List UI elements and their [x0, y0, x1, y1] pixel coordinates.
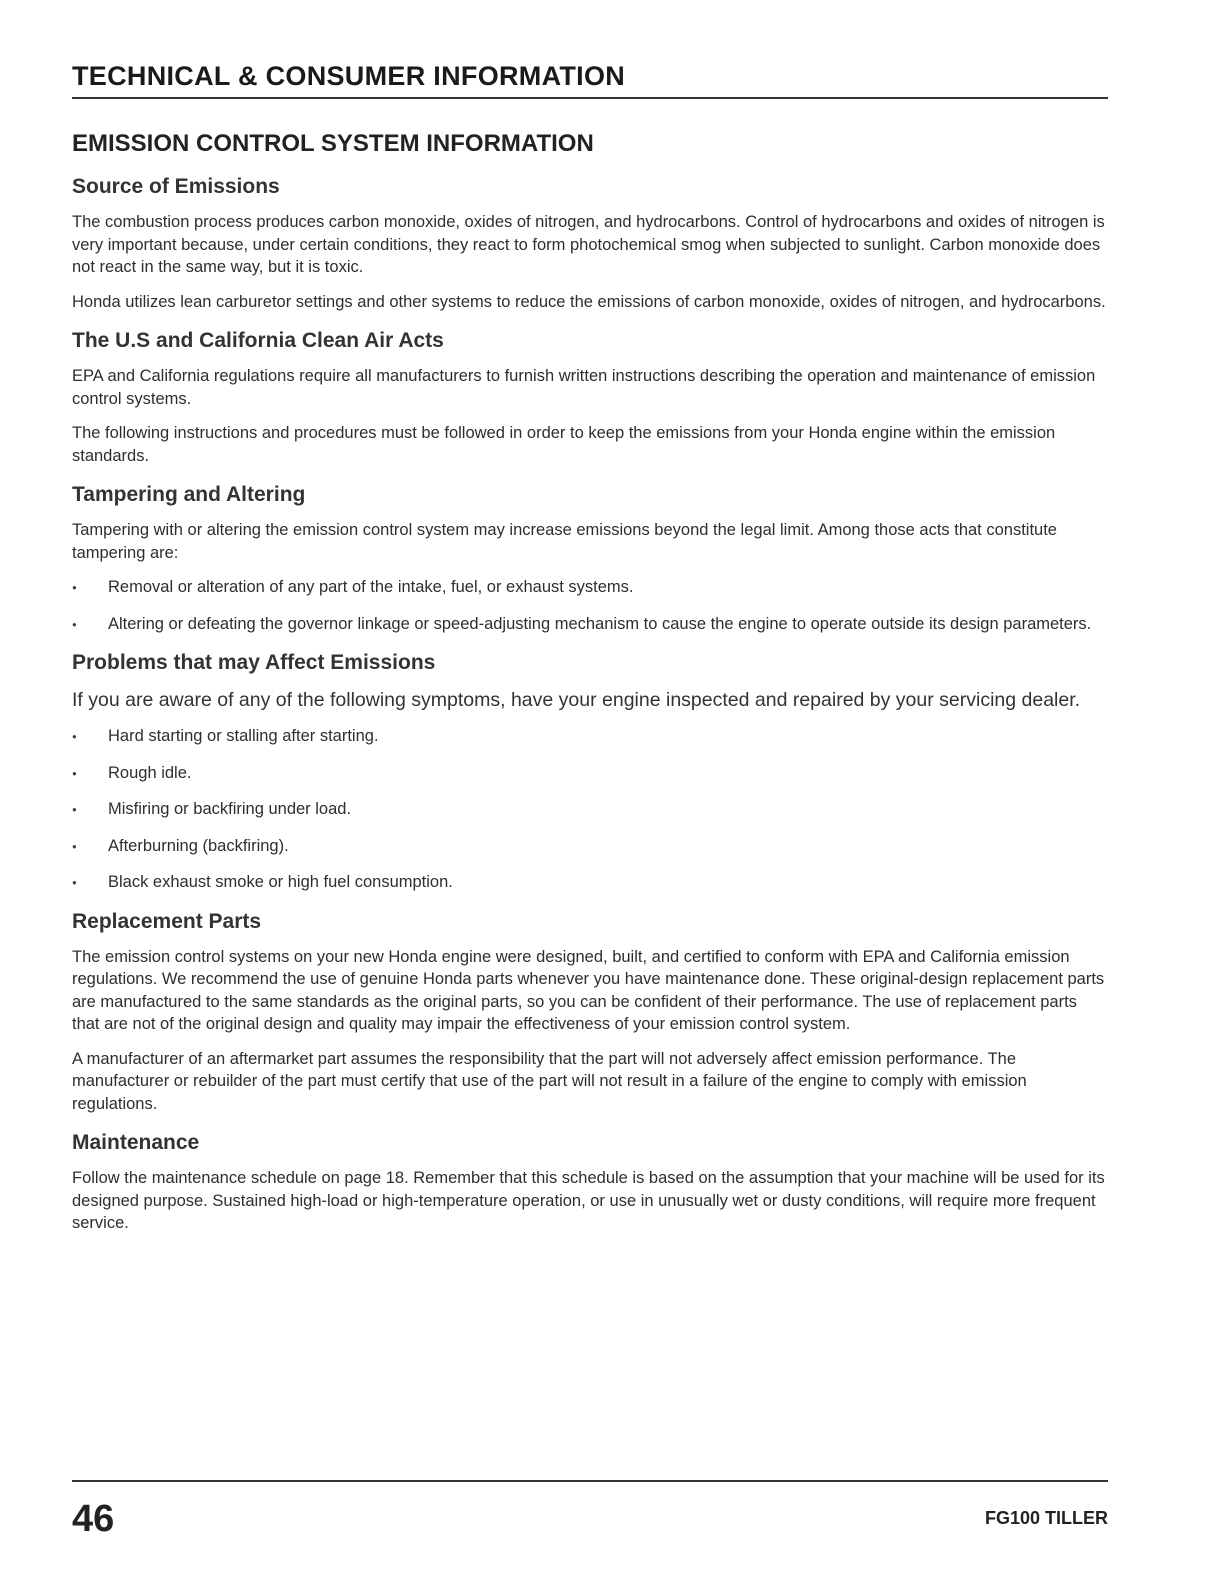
paragraph: The following instructions and procedures must be followed in order to keep the emissions from your Honda engine within the emission standards. — [72, 424, 1056, 465]
tampering-list — [72, 576, 1108, 635]
clean-air-acts-section — [72, 327, 1108, 467]
tampering-heading: Tampering and Altering — [72, 483, 306, 506]
paragraph: EPA and California regulations require all manufacturers to furnish written instructions describing the operation and maintenance of emission control systems. — [72, 367, 1096, 408]
symptoms-list — [72, 725, 1108, 894]
paragraph: Tampering with or altering the emission control system may increase emissions beyond the legal limit. Among those acts that constitute tampering are: — [72, 521, 1057, 562]
paragraph: A manufacturer of an aftermarket part assumes the responsibility that the part will not adversely affect emission performance. The manufacturer or rebuilder of the part must certify that use of the part will not result in a failure of the engine to comply with emission regulations. — [72, 1049, 1027, 1113]
tampering-section — [72, 481, 1108, 635]
list-item: ● Misfiring or backfiring under load. — [72, 798, 1108, 821]
maintenance-section — [72, 1129, 1108, 1235]
page-content — [72, 58, 1108, 1249]
paragraph: Follow the maintenance schedule on page 18. Remember that this schedule is based on the assumption that your machine will be used for its designed purpose. Sustained high-load or high-temperature operation, or use in unusually wet or dusty conditions, will require more frequent service. — [72, 1169, 1105, 1232]
list-item: ● Rough idle. — [72, 762, 1108, 785]
section-title: EMISSION CONTROL SYSTEM INFORMATION — [72, 130, 594, 157]
paragraph: Honda utilizes lean carburetor settings and other systems to reduce the emissions of carbon monoxide, oxides of nitrogen, and hydrocarbons. — [72, 292, 1106, 311]
source-of-emissions-section — [72, 173, 1108, 313]
problems-heading: Problems that may Affect Emissions — [72, 651, 436, 674]
list-item: ● Afterburning (backfiring). — [72, 835, 1108, 858]
list-item: ● Altering or defeating the governor linkage or speed-adjusting mechanism to cause the engine to operate outside its design parameters. — [72, 613, 1108, 636]
replacement-parts-heading: Replacement Parts — [72, 909, 262, 933]
replacement-parts-section — [72, 908, 1108, 1116]
list-item: ● Black exhaust smoke or high fuel consumption. — [72, 871, 1108, 894]
clean-air-acts-heading: The U.S and California Clean Air Acts — [72, 329, 444, 352]
list-item: ● Removal or alteration of any part of the intake, fuel, or exhaust systems. — [72, 576, 1108, 599]
page-footer — [72, 1480, 1108, 1540]
page-title: TECHNICAL & CONSUMER INFORMATION — [72, 58, 1108, 99]
paragraph: The emission control systems on your new Honda engine were designed, built, and certified to conform with EPA and California emission regulations. We recommend the use of genuine Honda parts whenever you have maintenance done. These original-design replacement parts are manufactured to the same standards as the original parts, so you can be confident of their performance. The use of replacement parts that are not of the original design and quality may impair the effectiveness of your emission control system. — [72, 947, 1105, 1033]
source-of-emissions-heading: Source of Emissions — [72, 175, 280, 198]
paragraph: The combustion process produces carbon monoxide, oxides of nitrogen, and hydrocarbons. Control of hydrocarbons and oxides of nitrogen is very important because, under certain conditions, they react to form photochemical smog when subjected to sunlight. Carbon monoxide does not react in the same way, but it is toxic. — [72, 213, 1105, 276]
paragraph: If you are aware of any of the following symptoms, have your engine inspected and repaired by your servicing dealer. — [72, 689, 1081, 711]
page-number: 46 — [72, 1498, 115, 1540]
maintenance-heading: Maintenance — [72, 1131, 200, 1154]
list-item: ● Hard starting or stalling after starting. — [72, 725, 1108, 748]
model-name: FG100 TILLER — [984, 1508, 1108, 1528]
problems-section — [72, 649, 1108, 894]
